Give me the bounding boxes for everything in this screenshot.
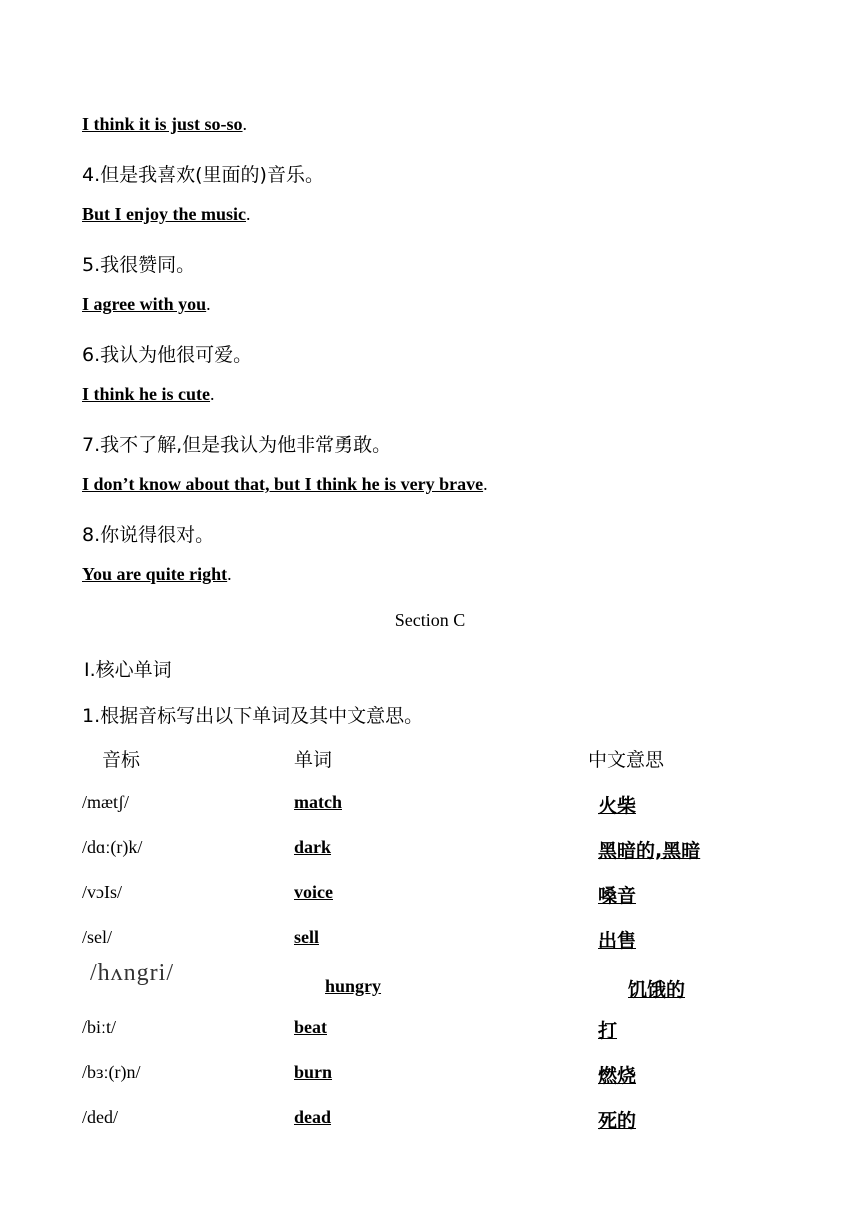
answer-line [82,114,247,135]
meaning-cell: 出售 [598,930,637,952]
task-instruction: 1.根据音标写出以下单词及其中文意思。 [82,705,424,727]
column-header-word: 单词 [294,749,333,771]
meaning-cell: 饥饿的 [628,979,686,1001]
answer-line [82,204,251,225]
word-cell: sell [294,927,319,947]
prompt-line: 6.我认为他很可爱。 [82,344,253,366]
word-cell: dead [294,1107,332,1127]
phonetic-cell: /mætʃ/ [82,792,130,812]
word-cell: dark [294,837,332,857]
part-title: Ⅰ.核心单词 [84,659,172,681]
meaning-cell: 嗓音 [598,885,637,907]
meaning-cell: 黑暗的,黑暗 [598,840,701,862]
answer-text: I don’t know about that, but I think he is very brave [82,474,484,494]
phonetic-cell: /biːt/ [82,1017,117,1037]
answer-line [82,474,488,495]
period: . [246,204,251,224]
meaning-cell: 燃烧 [598,1065,637,1087]
column-header-meaning: 中文意思 [588,749,665,771]
answer-line [82,564,232,585]
meaning-cell: 打 [598,1020,618,1042]
answer-line [82,384,215,405]
word-cell: hungry [325,976,382,996]
period: . [206,294,211,314]
phonetic-image: /hʌngri/ [90,960,174,986]
phonetic-cell: /sel/ [82,927,112,947]
answer-text: I think he is cute [82,384,211,404]
column-header-phonetic: 音标 [102,749,141,771]
answer-text: But I enjoy the music [82,204,247,224]
word-cell: match [294,792,342,812]
meaning-cell: 死的 [598,1110,637,1132]
word-cell: burn [294,1062,333,1082]
prompt-line: 7.我不了解,但是我认为他非常勇敢。 [82,434,392,456]
period: . [483,474,488,494]
period: . [210,384,215,404]
phonetic-cell: /bɜː(r)n/ [82,1062,141,1082]
period: . [227,564,232,584]
period: . [242,114,248,134]
phonetic-cell: /dɑː(r)k/ [82,837,143,857]
answer-text: I think it is just so-so [82,114,243,134]
word-cell: beat [294,1017,327,1037]
section-title: Section C [394,610,466,630]
phonetic-cell: /vɔIs/ [82,882,122,902]
answer-text: I agree with you [82,294,207,314]
prompt-line: 5.我很赞同。 [82,254,196,276]
prompt-line: 8.你说得很对。 [82,524,215,546]
word-cell: voice [294,882,333,902]
prompt-line: 4.但是我喜欢(里面的)音乐。 [82,164,324,186]
meaning-cell: 火柴 [598,795,637,817]
answer-line [82,294,211,315]
phonetic-cell: /ded/ [82,1107,118,1127]
answer-text: You are quite right [82,564,228,584]
